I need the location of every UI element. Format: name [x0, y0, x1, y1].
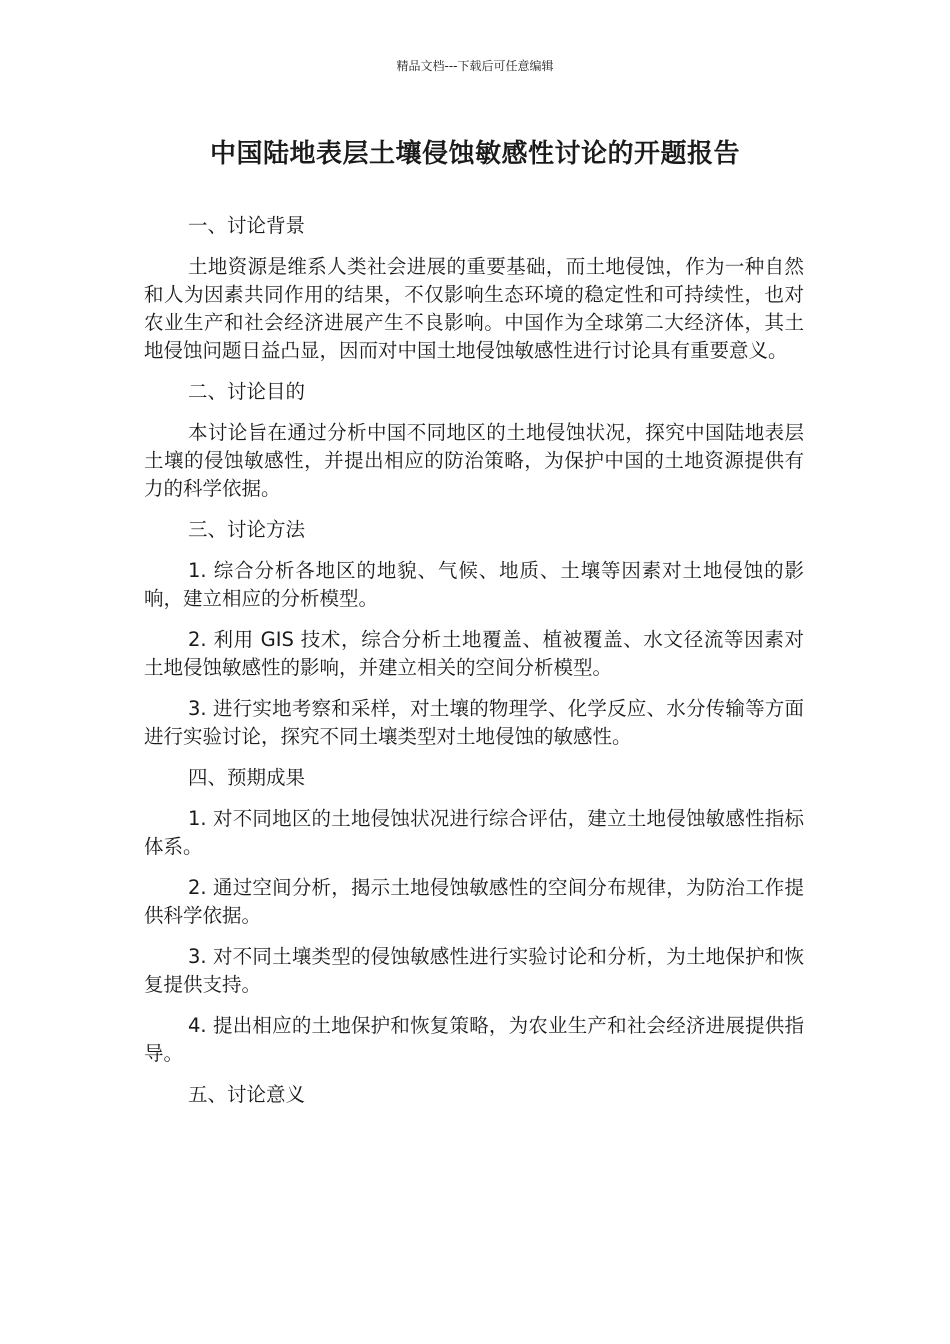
result-item-4: 4. 提出相应的土地保护和恢复策略，为农业生产和社会经济进展提供指导。	[144, 1014, 804, 1065]
method-item-3: 3. 进行实地考察和采样，对土壤的物理学、化学反应、水分传输等方面进行实验讨论，探究不同土壤类型对土地侵蚀的敏感性。	[144, 697, 804, 748]
result-item-1: 1. 对不同地区的土地侵蚀状况进行综合评估，建立土地侵蚀敏感性指标体系。	[144, 807, 804, 858]
section-heading-purpose: 二、讨论目的	[188, 380, 306, 403]
result-item-3: 3. 对不同土壤类型的侵蚀敏感性进行实验讨论和分析，为土地保护和恢复提供支持。	[144, 945, 804, 996]
result-item-2: 2. 通过空间分析，揭示土地侵蚀敏感性的空间分布规律，为防治工作提供科学依据。	[144, 876, 804, 927]
section-heading-expected-results: 四、预期成果	[188, 766, 306, 789]
document-title: 中国陆地表层土壤侵蚀敏感性讨论的开题报告	[209, 139, 740, 169]
document-body	[144, 212, 804, 1122]
section-heading-background: 一、讨论背景	[188, 214, 306, 237]
section-heading-methods: 三、讨论方法	[188, 518, 306, 541]
section-heading-significance: 五、讨论意义	[188, 1083, 306, 1106]
paragraph-purpose: 本讨论旨在通过分析中国不同地区的土地侵蚀状况，探究中国陆地表层土壤的侵蚀敏感性，并提出相应的防治策略，为保护中国的土地资源提供有力的科学依据。	[144, 421, 804, 500]
paragraph-background: 土地资源是维系人类社会进展的重要基础，而土地侵蚀，作为一种自然和人为因素共同作用的结果，不仅影响生态环境的稳定性和可持续性，也对农业生产和社会经济进展产生不良影响。中国作为全球第二大经济体，其土地侵蚀问题日益凸显，因而对中国土地侵蚀敏感性进行讨论具有重要意义。	[144, 255, 804, 362]
header-note: 精品文档---下载后可任意编辑	[396, 59, 554, 73]
method-item-2: 2. 利用 GIS 技术，综合分析土地覆盖、植被覆盖、水文径流等因素对土地侵蚀敏感性的影响，并建立相关的空间分析模型。	[144, 628, 804, 679]
method-item-1: 1. 综合分析各地区的地貌、气候、地质、土壤等因素对土地侵蚀的影响，建立相应的分析模型。	[144, 559, 804, 610]
